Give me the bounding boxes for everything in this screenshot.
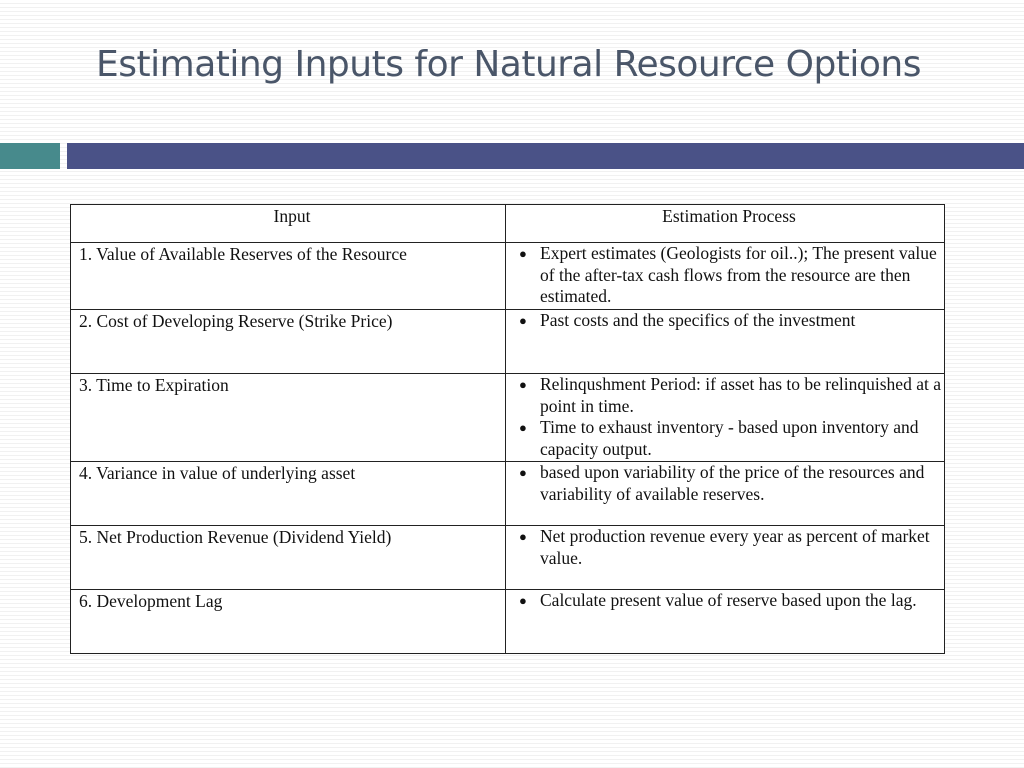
process-cell	[506, 374, 945, 462]
bullet-icon: ●	[519, 465, 527, 480]
input-cell: 1. Value of Available Reserves of the Resource	[71, 243, 506, 310]
process-cell	[506, 243, 945, 310]
header-input: Input	[71, 205, 506, 243]
process-list	[514, 526, 944, 569]
table-row	[71, 310, 945, 374]
process-item-text: based upon variability of the price of the resources and variability of available reserves.	[540, 462, 925, 504]
bullet-icon: ●	[519, 593, 527, 608]
process-item	[519, 526, 944, 569]
inputs-table	[70, 204, 945, 654]
process-item	[519, 417, 944, 460]
process-item-text: Net production revenue every year as percent of market value.	[540, 526, 930, 568]
process-item-text: Relinqushment Period: if asset has to be relinquished at a point in time.	[540, 374, 941, 416]
bullet-icon: ●	[519, 529, 527, 544]
process-list	[514, 374, 944, 460]
process-item	[519, 462, 944, 505]
process-list	[514, 590, 944, 612]
input-cell: 6. Development Lag	[71, 590, 506, 654]
process-list	[514, 310, 944, 332]
input-cell: 5. Net Production Revenue (Dividend Yield)	[71, 526, 506, 590]
table-header-row	[71, 205, 945, 243]
process-cell	[506, 310, 945, 374]
process-item-text: Calculate present value of reserve based upon the lag.	[540, 590, 917, 610]
process-item	[519, 310, 944, 332]
bullet-icon: ●	[519, 246, 527, 261]
process-item	[519, 374, 944, 417]
process-list	[514, 243, 944, 308]
accent-bar-main	[67, 143, 1024, 169]
process-item	[519, 590, 944, 612]
bullet-icon: ●	[519, 377, 527, 392]
header-estimation-process: Estimation Process	[506, 205, 945, 243]
accent-bar-left	[0, 143, 60, 169]
process-item-text: Expert estimates (Geologists for oil..); The present value of the after-tax cash flows from the resource are then estimated.	[540, 243, 937, 306]
input-cell: 4. Variance in value of underlying asset	[71, 462, 506, 526]
process-cell	[506, 462, 945, 526]
process-cell	[506, 590, 945, 654]
table-row	[71, 526, 945, 590]
input-cell: 3. Time to Expiration	[71, 374, 506, 462]
bullet-icon: ●	[519, 420, 527, 435]
input-cell: 2. Cost of Developing Reserve (Strike Price)	[71, 310, 506, 374]
inputs-table-container	[70, 204, 944, 654]
table-row	[71, 590, 945, 654]
table-row	[71, 462, 945, 526]
process-cell	[506, 526, 945, 590]
slide-title: Estimating Inputs for Natural Resource Options	[96, 44, 922, 85]
process-list	[514, 462, 944, 505]
table-row	[71, 374, 945, 462]
process-item	[519, 243, 944, 308]
bullet-icon: ●	[519, 313, 527, 328]
process-item-text: Past costs and the specifics of the investment	[540, 310, 856, 330]
process-item-text: Time to exhaust inventory - based upon inventory and capacity output.	[540, 417, 919, 459]
table-row	[71, 243, 945, 310]
